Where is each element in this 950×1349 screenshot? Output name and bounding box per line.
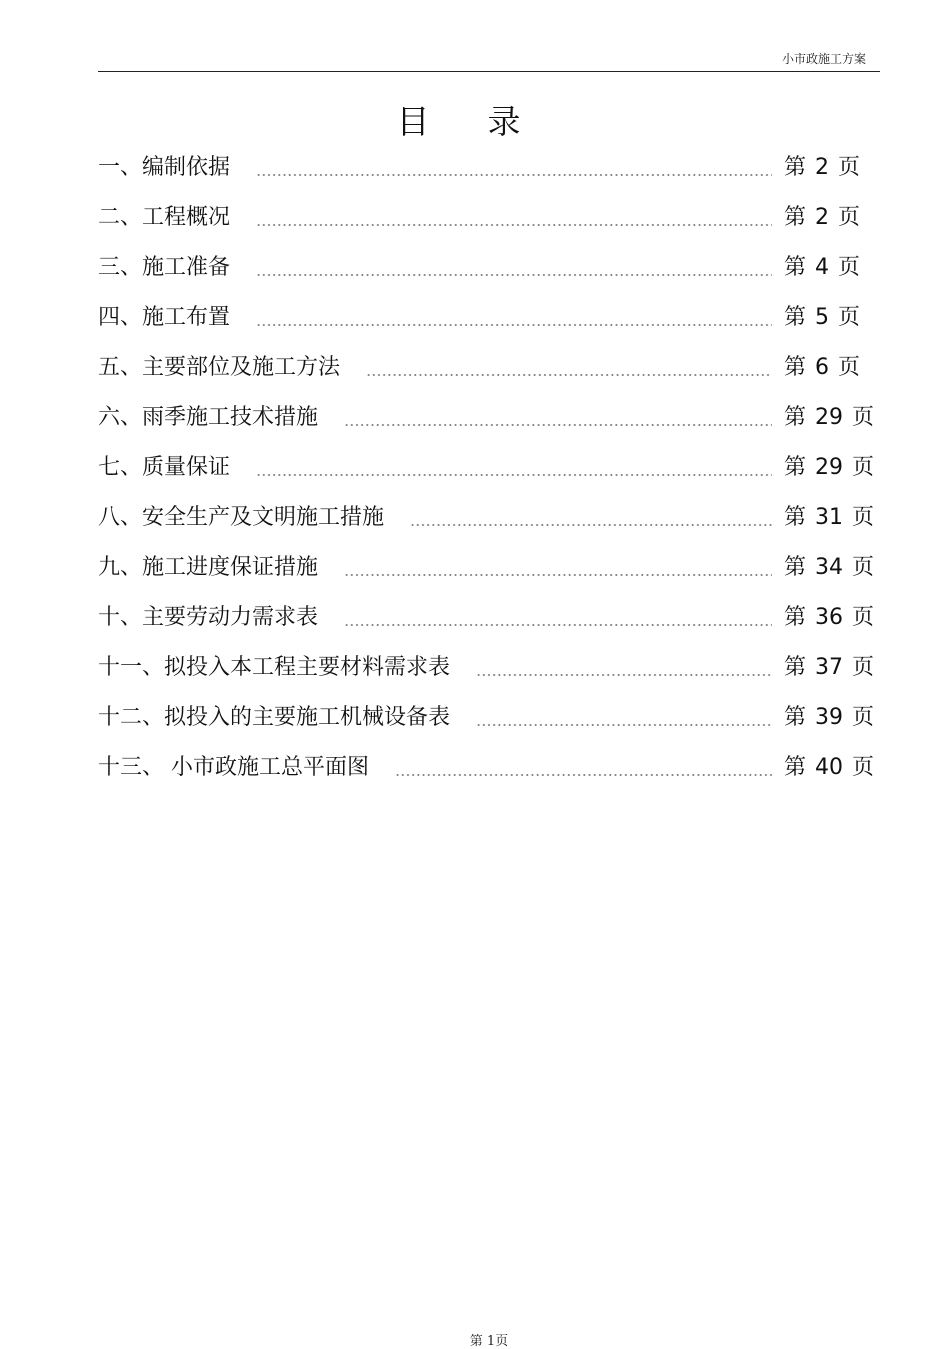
toc-entry[interactable] — [98, 198, 876, 248]
toc-entry-title: 十、主要劳动力需求表 — [98, 605, 319, 630]
dot-leader — [256, 322, 772, 328]
toc-entry-title: 十一、拟投入本工程主要材料需求表 — [98, 655, 451, 680]
toc-page-ref — [784, 353, 860, 383]
page-suffix: 页 — [838, 255, 861, 280]
page-prefix: 第 — [784, 505, 807, 530]
page-suffix: 页 — [838, 355, 861, 380]
page-prefix: 第 — [784, 755, 807, 780]
toc-entry[interactable] — [98, 348, 876, 398]
page-prefix: 第 — [784, 255, 807, 280]
toc-page-number: 37 — [815, 655, 844, 680]
toc-page-ref — [784, 303, 860, 333]
toc-title: 目录 — [396, 102, 579, 141]
toc-page-ref — [784, 753, 874, 783]
dot-leader — [344, 422, 772, 428]
page-prefix: 第 — [784, 155, 807, 180]
dot-leader — [256, 272, 772, 278]
toc-page-number: 2 — [815, 155, 830, 180]
toc-entry-title: 四、施工布置 — [98, 305, 231, 330]
toc-entry[interactable] — [98, 398, 876, 448]
page-suffix: 页 — [852, 605, 875, 630]
page-suffix: 页 — [852, 755, 875, 780]
toc-page-number: 5 — [815, 305, 830, 330]
page-footer — [0, 1330, 950, 1349]
toc-page-ref — [784, 203, 860, 233]
toc-entry-title: 九、施工进度保证措施 — [98, 555, 319, 580]
page-prefix: 第 — [784, 605, 807, 630]
page-prefix: 第 — [784, 355, 807, 380]
toc-entry-title: 八、安全生产及文明施工措施 — [98, 505, 385, 530]
page-suffix: 页 — [852, 555, 875, 580]
toc-page-number: 40 — [815, 755, 844, 780]
footer-prefix: 第 — [469, 1334, 483, 1349]
footer-suffix: 页 — [495, 1334, 509, 1349]
toc-entry[interactable] — [98, 598, 876, 648]
dot-leader — [344, 572, 772, 578]
footer-page-number: 1 — [486, 1334, 496, 1349]
toc-page-ref — [784, 553, 874, 583]
toc-entry[interactable] — [98, 548, 876, 598]
toc-entry[interactable] — [98, 148, 876, 198]
page-suffix: 页 — [852, 655, 875, 680]
toc-page-number: 34 — [815, 555, 844, 580]
toc-page-ref — [784, 703, 874, 733]
page-suffix: 页 — [838, 305, 861, 330]
page-suffix: 页 — [852, 455, 875, 480]
dot-leader — [344, 622, 772, 628]
toc-entry[interactable] — [98, 298, 876, 348]
running-header: 小市政施工方案 — [781, 52, 866, 66]
toc-page-ref — [784, 603, 874, 633]
dot-leader — [476, 722, 772, 728]
page-suffix: 页 — [838, 205, 861, 230]
page-prefix: 第 — [784, 455, 807, 480]
dot-leader — [410, 522, 772, 528]
toc-entry-title: 十二、拟投入的主要施工机械设备表 — [98, 705, 451, 730]
toc-page-ref — [784, 153, 860, 183]
toc-page-ref — [784, 453, 874, 483]
toc-page-number: 4 — [815, 255, 830, 280]
toc-page-number: 31 — [815, 505, 844, 530]
toc-entry[interactable] — [98, 698, 876, 748]
dot-leader — [395, 772, 772, 778]
toc-page-ref — [784, 253, 860, 283]
toc-entry[interactable] — [98, 498, 876, 548]
toc-entry[interactable] — [98, 748, 876, 798]
page-prefix: 第 — [784, 555, 807, 580]
toc-entry-title: 二、工程概况 — [98, 205, 231, 230]
toc-page-ref — [784, 503, 874, 533]
toc-entry-title: 十三、 小市政施工总平面图 — [98, 755, 369, 780]
page-prefix: 第 — [784, 205, 807, 230]
toc-entry-title: 三、施工准备 — [98, 255, 231, 280]
toc-entry-title: 七、质量保证 — [98, 455, 231, 480]
toc-page-number: 29 — [815, 405, 844, 430]
dot-leader — [366, 372, 772, 378]
page-suffix: 页 — [838, 155, 861, 180]
dot-leader — [256, 222, 772, 228]
toc-entry-title: 五、主要部位及施工方法 — [98, 355, 341, 380]
page-prefix: 第 — [784, 655, 807, 680]
page-suffix: 页 — [852, 405, 875, 430]
page-suffix: 页 — [852, 705, 875, 730]
toc-entry[interactable] — [98, 248, 876, 298]
page-prefix: 第 — [784, 405, 807, 430]
page-prefix: 第 — [784, 705, 807, 730]
toc-entry[interactable] — [98, 448, 876, 498]
toc-page-number: 36 — [815, 605, 844, 630]
dot-leader — [256, 472, 772, 478]
toc-page-number: 2 — [815, 205, 830, 230]
toc-entry-title: 六、雨季施工技术措施 — [98, 405, 319, 430]
dot-leader — [256, 172, 772, 178]
header-divider — [98, 71, 880, 72]
toc-entry-title: 一、编制依据 — [98, 155, 231, 180]
dot-leader — [476, 672, 772, 678]
page-suffix: 页 — [852, 505, 875, 530]
page-prefix: 第 — [784, 305, 807, 330]
toc-entry[interactable] — [98, 648, 876, 698]
toc-page-number: 39 — [815, 705, 844, 730]
toc-page-ref — [784, 653, 874, 683]
table-of-contents — [98, 148, 876, 798]
toc-page-number: 29 — [815, 455, 844, 480]
toc-page-ref — [784, 403, 874, 433]
toc-page-number: 6 — [815, 355, 830, 380]
